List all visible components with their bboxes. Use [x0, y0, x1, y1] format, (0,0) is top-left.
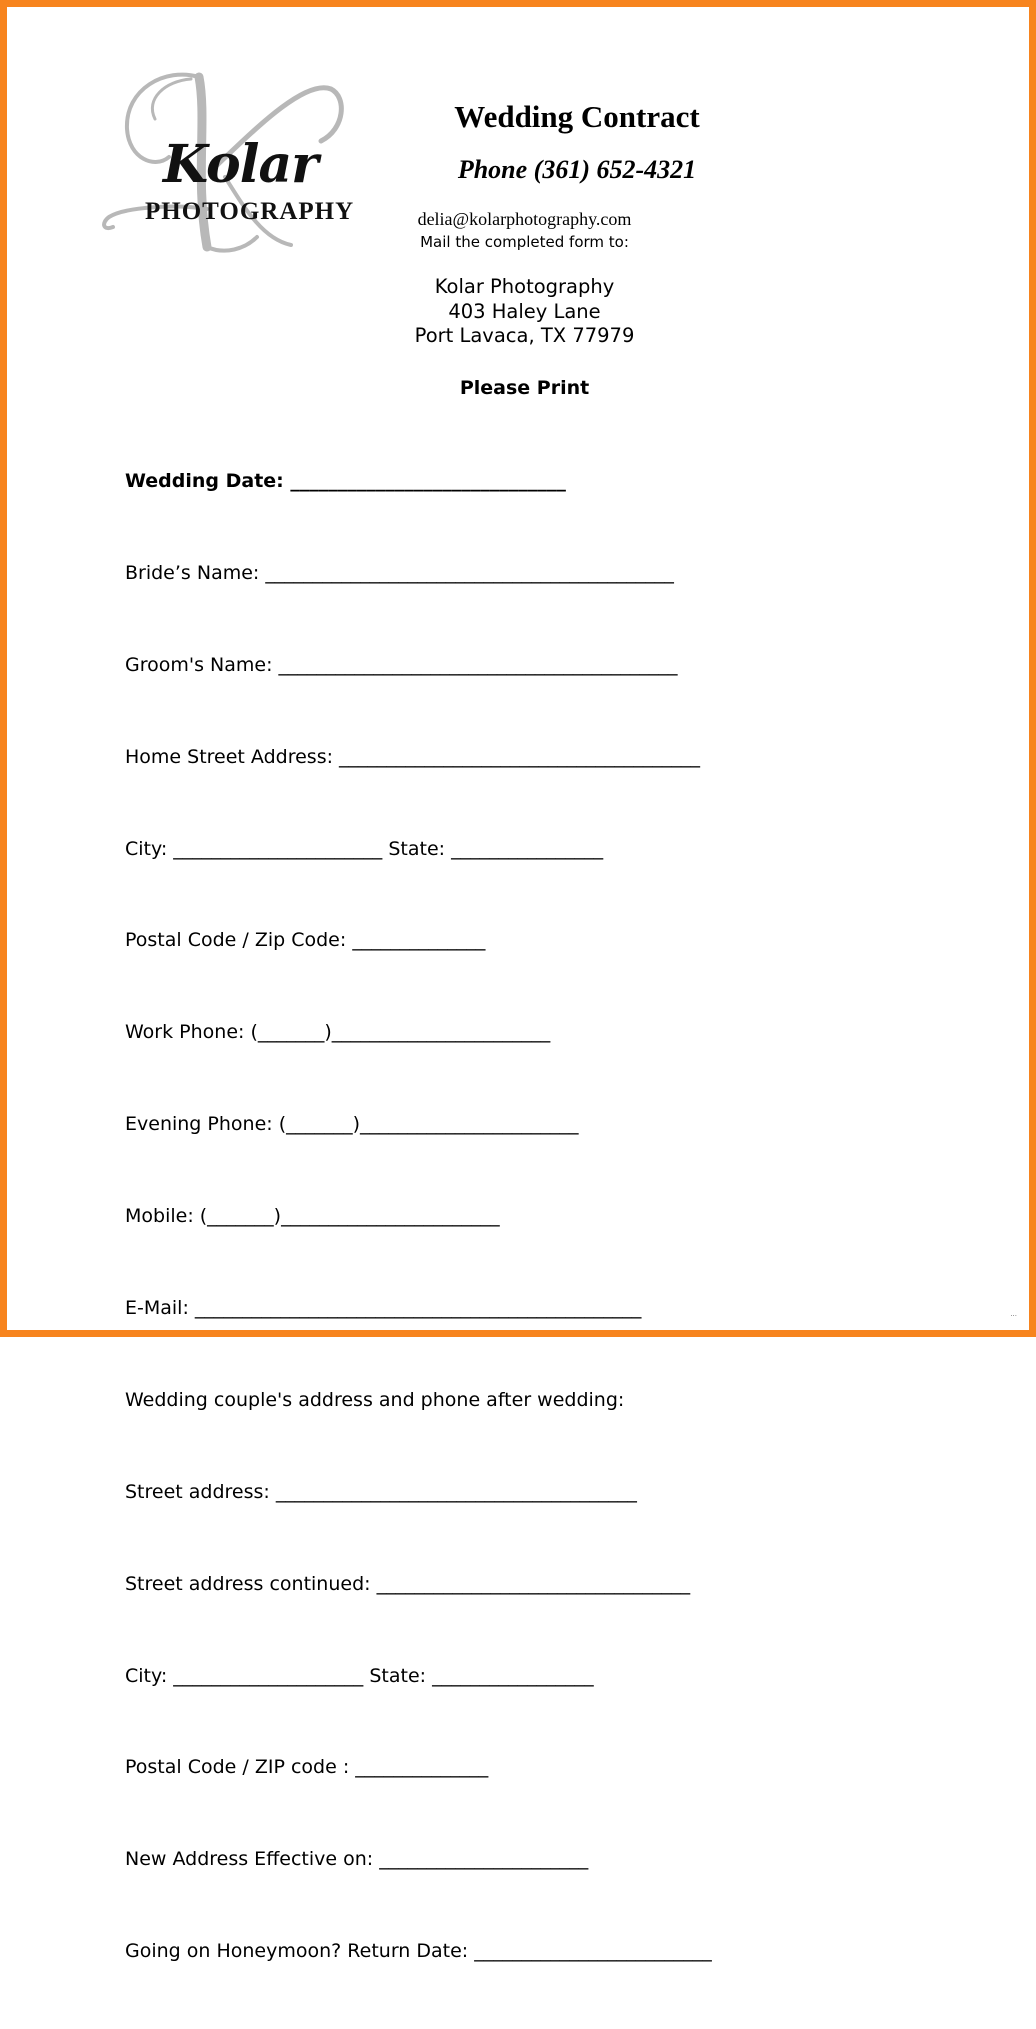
field-new-city-state[interactable]: City: ____________________ State: _________________	[125, 1664, 594, 1687]
field-honeymoon-return-date[interactable]: Going on Honeymoon? Return Date: _________________________	[125, 1940, 712, 1963]
address-line: Kolar Photography	[434, 275, 615, 298]
field-new-postal-code[interactable]: Postal Code / ZIP code : ______________	[125, 1756, 489, 1779]
please-print-heading: Please Print	[459, 377, 590, 399]
mail-instruction: Mail the completed form to:	[420, 233, 629, 251]
email-address: delia@kolarphotography.com	[417, 209, 632, 229]
phone-number: Phone (361) 652-4321	[457, 155, 697, 184]
field-new-address-effective[interactable]: New Address Effective on: ______________________	[125, 1848, 589, 1871]
address-line: Port Lavaca, TX 77979	[414, 324, 635, 347]
field-brides-name[interactable]: Bride’s Name: ___________________________________________	[125, 561, 674, 584]
field-postal-code[interactable]: Postal Code / Zip Code: ______________	[125, 929, 486, 952]
field-email[interactable]: E-Mail: _______________________________________________	[125, 1297, 642, 1320]
field-new-street-address-continued[interactable]: Street address continued: _________________________________	[125, 1572, 691, 1595]
corner-mark: ...	[1010, 1310, 1017, 1318]
form-fields	[125, 423, 712, 2029]
logo-script-text: Kolar	[163, 134, 318, 195]
field-wedding-date[interactable]: Wedding Date: _____________________________	[125, 470, 566, 492]
field-city-state[interactable]: City: ______________________ State: ________________	[125, 837, 604, 860]
field-mobile[interactable]: Mobile: (_______)_______________________	[125, 1205, 500, 1228]
field-work-phone[interactable]: Work Phone: (_______)_______________________	[125, 1021, 551, 1044]
field-grooms-name[interactable]: Groom's Name: __________________________________________	[125, 653, 678, 676]
address-line: 403 Haley Lane	[448, 299, 601, 323]
page-title: Wedding Contract	[454, 99, 700, 134]
logo-block-text: PHOTOGRAPHY	[145, 198, 355, 225]
section-after-wedding: Wedding couple's address and phone after wedding:	[125, 1388, 625, 1411]
field-new-street-address[interactable]: Street address: ______________________________________	[125, 1480, 637, 1503]
field-evening-phone[interactable]: Evening Phone: (_______)_______________________	[125, 1113, 579, 1136]
mailing-address	[357, 275, 692, 349]
kolar-photography-logo	[95, 59, 395, 259]
field-home-street-address[interactable]: Home Street Address: ______________________________________	[125, 745, 701, 768]
